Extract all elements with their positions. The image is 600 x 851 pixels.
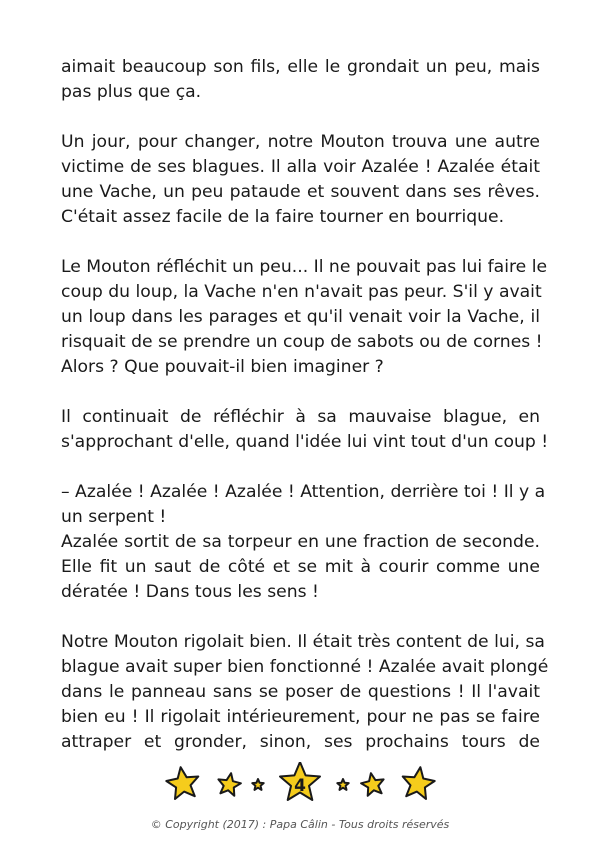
text-line: C'était assez facile de la faire tourner en bourrique. <box>61 207 505 227</box>
text-line: blague avait super bien fonctionné ! Azalée avait plongé <box>61 657 549 677</box>
copyright-symbol: © <box>150 818 162 831</box>
text-line: bien eu ! Il rigolait intérieurement, pour ne pas se faire <box>61 707 540 727</box>
text-line: Notre Mouton rigolait bien. Il était très content de lui, sa <box>61 632 545 652</box>
paragraph <box>61 405 549 455</box>
text-line: un serpent ! <box>61 507 167 527</box>
text-line: dératée ! Dans tous les sens ! <box>61 582 319 602</box>
paragraph <box>61 55 540 105</box>
text-line: un loup dans les parages et qu'il venait voir la Vache, il <box>61 307 540 327</box>
star-icon <box>252 779 263 790</box>
text-line: risquait de se prendre un coup de sabots ou de cornes ! <box>61 332 543 352</box>
star-icon <box>403 767 435 799</box>
text-line: une Vache, un peu pataude et souvent dans ses rêves. <box>61 182 540 202</box>
paragraph <box>61 130 540 230</box>
page-number: 4 <box>294 776 306 796</box>
text-line: dans le panneau sans se poser de questions ! Il l'avait <box>61 682 540 702</box>
text-line: attraper et gronder, sinon, ses prochains tours de <box>61 732 540 752</box>
text-line: Alors ? Que pouvait-il bien imaginer ? <box>61 357 384 377</box>
text-line: pas plus que ça. <box>61 82 202 102</box>
copyright-text: Copyright (2017) : Papa Câlin - Tous droits réservés <box>165 818 450 831</box>
story-text <box>61 55 549 780</box>
text-line: Il continuait de réfléchir à sa mauvaise blague, en <box>61 407 540 427</box>
paragraph <box>61 630 549 755</box>
star-icon <box>166 767 198 799</box>
paragraph <box>61 255 548 380</box>
paragraph <box>61 480 546 605</box>
star-icon <box>337 779 348 790</box>
text-line: Elle fit un saut de côté et se mit à courir comme une <box>61 557 540 577</box>
text-line: – Azalée ! Azalée ! Azalée ! Attention, derrière toi ! Il y a <box>61 482 546 502</box>
text-line: s'approchant d'elle, quand l'idée lui vint tout d'un coup ! <box>61 432 549 452</box>
text-line: Le Mouton réfléchit un peu... Il ne pouvait pas lui faire le <box>61 257 548 277</box>
star-icon <box>218 773 241 796</box>
text-line: coup du loup, la Vache n'en n'avait pas peur. S'il y avait <box>61 282 542 302</box>
text-line: victime de ses blagues. Il alla voir Azalée ! Azalée était <box>61 157 540 177</box>
text-line: aimait beaucoup son fils, elle le grondait un peu, mais <box>61 57 540 77</box>
copyright-footer <box>0 818 600 831</box>
star-icon <box>361 773 384 796</box>
text-line: Un jour, pour changer, notre Mouton trouva une autre <box>61 132 540 152</box>
text-line: Azalée sortit de sa torpeur en une fraction de seconde. <box>61 532 540 552</box>
